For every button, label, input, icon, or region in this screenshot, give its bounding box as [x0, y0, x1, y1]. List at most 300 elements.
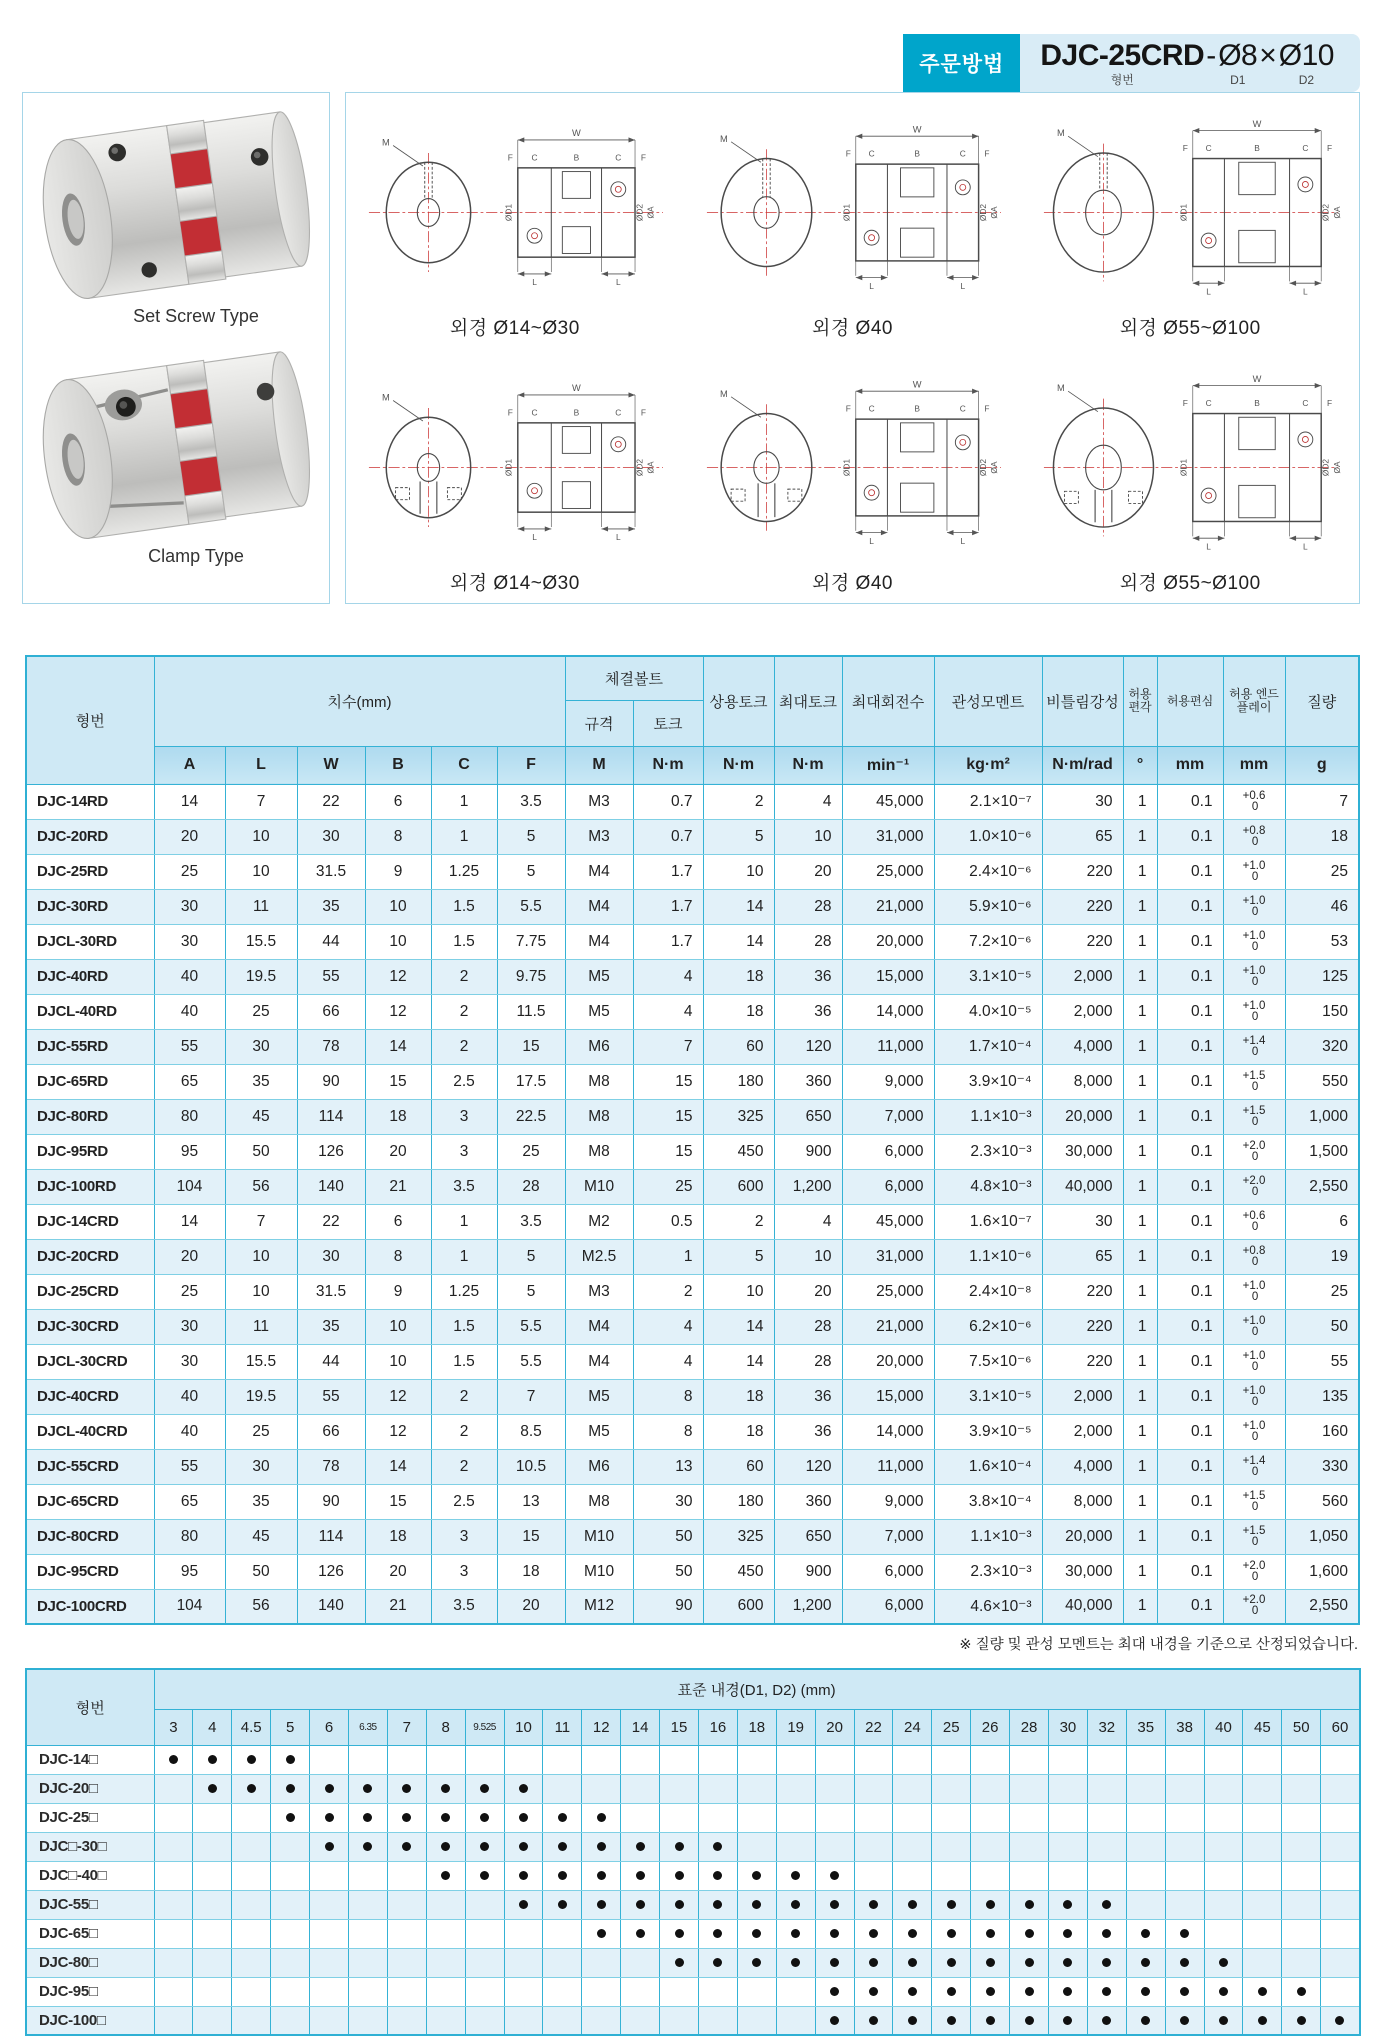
svg-text:W: W [1252, 373, 1262, 384]
spec-cell: 3 [431, 1134, 497, 1169]
bore-cell [1282, 1890, 1321, 1919]
spec-cell: 10 [365, 1344, 431, 1379]
header-angular: 허용편각 [1123, 656, 1157, 746]
header-model: 형번 [26, 656, 154, 784]
bore-cell [193, 1832, 232, 1861]
bore-cell [1321, 2006, 1360, 2035]
bore-cell [193, 2006, 232, 2035]
spec-cell: 650 [774, 1519, 842, 1554]
bore-cell [348, 2006, 387, 2035]
spec-cell: 1.5 [431, 924, 497, 959]
bore-cell [426, 1803, 465, 1832]
bore-cell [1204, 2006, 1243, 2035]
drawing-caption: 외경 Ø55~Ø100 [1119, 318, 1261, 339]
spec-cell: 0.1 [1157, 994, 1223, 1029]
mass-cell: 55 [1285, 1344, 1359, 1379]
spec-cell: 3.5 [497, 784, 565, 819]
bore-cell [1243, 1803, 1282, 1832]
spec-row [26, 1589, 1359, 1624]
bore-dot [830, 1958, 839, 1967]
bore-cell [193, 1745, 232, 1774]
bore-cell [1010, 1919, 1049, 1948]
mass-cell: 2,550 [1285, 1589, 1359, 1624]
bore-cell [815, 1803, 854, 1832]
drawing-cell [346, 348, 684, 603]
order-code-d1-label: D1 [1230, 72, 1246, 87]
spec-cell: 10 [365, 1309, 431, 1344]
svg-text:C: C [1302, 143, 1309, 154]
spec-cell: 95 [154, 1134, 225, 1169]
bore-cell [737, 1977, 776, 2006]
bore-cell [387, 1948, 426, 1977]
bore-cell [893, 1948, 932, 1977]
bore-cell [348, 1919, 387, 1948]
bore-dot [1063, 1900, 1072, 1909]
bore-cell [1126, 1832, 1165, 1861]
spec-cell: 0.1 [1157, 1029, 1223, 1064]
bore-cell [854, 1977, 893, 2006]
spec-cell: 3.9×10⁻⁴ [934, 1064, 1042, 1099]
spec-cell: 15 [633, 1064, 703, 1099]
spec-cell: 22 [297, 784, 365, 819]
bore-dot [1025, 1900, 1034, 1909]
bore-dot [869, 1958, 878, 1967]
bore-dot [947, 2016, 956, 2025]
spec-cell: 0.1 [1157, 1589, 1223, 1624]
bore-cell [582, 2006, 621, 2035]
bore-cell [1321, 1890, 1360, 1919]
spec-cell: 1 [1123, 1029, 1157, 1064]
spec-row [26, 1204, 1359, 1239]
bore-cell [660, 1948, 699, 1977]
svg-text:L: L [959, 535, 965, 546]
spec-cell: 104 [154, 1169, 225, 1204]
bore-cell [1321, 1977, 1360, 2006]
spec-cell: 12 [365, 1379, 431, 1414]
bore-cell [893, 2006, 932, 2035]
bore-model-cell: DJC-20□ [26, 1774, 154, 1803]
bore-cell [154, 1861, 193, 1890]
svg-text:F: F [1327, 398, 1333, 409]
bore-cell [971, 1861, 1010, 1890]
svg-text:ØD1: ØD1 [1178, 203, 1189, 222]
spec-cell: 30 [154, 1309, 225, 1344]
spec-row [26, 1099, 1359, 1134]
technical-drawing-panel [345, 92, 1360, 604]
bore-size-header: 20 [815, 1709, 854, 1745]
svg-text:F: F [507, 152, 513, 163]
clamp-coupling-photo [11, 341, 340, 544]
spec-cell: 30,000 [1042, 1554, 1123, 1589]
bore-size-header: 45 [1243, 1709, 1282, 1745]
bore-cell [582, 1803, 621, 1832]
bore-cell [660, 1861, 699, 1890]
model-cell: DJC-80CRD [26, 1519, 154, 1554]
bore-cell [893, 1919, 932, 1948]
svg-text:W: W [912, 124, 922, 135]
spec-cell: 1.0×10⁻⁶ [934, 819, 1042, 854]
model-cell: DJC-55RD [26, 1029, 154, 1064]
drawing-cell [684, 93, 1022, 348]
bore-cell [154, 1774, 193, 1803]
bore-cell [815, 1890, 854, 1919]
spec-cell: 0.7 [633, 784, 703, 819]
spec-cell: 19.5 [225, 1379, 297, 1414]
spec-cell: 6,000 [842, 1589, 934, 1624]
bore-dot [480, 1784, 489, 1793]
spec-cell: 1.5 [431, 1309, 497, 1344]
bore-cell [893, 1832, 932, 1861]
bore-cell [193, 1774, 232, 1803]
svg-text:W: W [912, 379, 922, 390]
model-cell: DJC-20RD [26, 819, 154, 854]
bore-cell [1126, 2006, 1165, 2035]
endplay-cell: +2.0 0 [1223, 1554, 1285, 1589]
spec-cell: 0.1 [1157, 1414, 1223, 1449]
bore-cell [932, 1774, 971, 1803]
bore-dot [869, 1929, 878, 1938]
bore-cell [1126, 1803, 1165, 1832]
bore-cell [543, 1745, 582, 1774]
spec-cell: 3 [431, 1099, 497, 1134]
spec-cell: M3 [565, 784, 633, 819]
bore-cell [504, 1774, 543, 1803]
bore-size-table [25, 1668, 1361, 2036]
spec-cell: 1 [1123, 1134, 1157, 1169]
spec-cell: 14 [703, 924, 774, 959]
svg-text:L: L [868, 280, 874, 291]
bore-cell [893, 1977, 932, 2006]
spec-cell: 1,200 [774, 1589, 842, 1624]
spec-cell: 45 [225, 1099, 297, 1134]
bore-cell [815, 1832, 854, 1861]
svg-text:F: F [1182, 143, 1189, 154]
bore-cell [1048, 1803, 1087, 1832]
bore-cell [1321, 1919, 1360, 1948]
unit-cell: A [154, 746, 225, 784]
spec-cell: 0.1 [1157, 1134, 1223, 1169]
svg-text:C: C [959, 403, 966, 414]
spec-cell: 30 [1042, 1204, 1123, 1239]
bore-dot [558, 1842, 567, 1851]
spec-cell: 5.5 [497, 1344, 565, 1379]
spec-cell: 14 [703, 1309, 774, 1344]
bore-cell [660, 2006, 699, 2035]
spec-cell: 19.5 [225, 959, 297, 994]
spec-cell: 4 [633, 1344, 703, 1379]
svg-text:C: C [1302, 398, 1309, 409]
bore-cell [504, 1890, 543, 1919]
spec-cell: 1.6×10⁻⁷ [934, 1204, 1042, 1239]
mass-cell: 135 [1285, 1379, 1359, 1414]
bore-cell [971, 1948, 1010, 1977]
svg-text:ØD1: ØD1 [840, 458, 851, 477]
bore-dot [325, 1842, 334, 1851]
spec-cell: 55 [154, 1449, 225, 1484]
spec-cell: 650 [774, 1099, 842, 1134]
spec-cell: 1 [1123, 1204, 1157, 1239]
bore-cell [582, 1890, 621, 1919]
spec-cell: M4 [565, 854, 633, 889]
spec-cell: 2 [633, 1274, 703, 1309]
spec-cell: 3 [431, 1554, 497, 1589]
bore-cell [1048, 1832, 1087, 1861]
spec-cell: 50 [225, 1554, 297, 1589]
bore-cell [815, 1861, 854, 1890]
bore-cell [426, 1774, 465, 1803]
bore-dot [986, 1900, 995, 1909]
svg-text:C: C [868, 148, 875, 159]
bore-dot [636, 1842, 645, 1851]
spec-cell: 80 [154, 1519, 225, 1554]
spec-cell: 0.1 [1157, 1239, 1223, 1274]
header-mass: 질량 [1285, 656, 1359, 746]
spec-cell: 60 [703, 1029, 774, 1064]
bore-cell [815, 1745, 854, 1774]
spec-cell: 1 [1123, 854, 1157, 889]
bore-cell [271, 1832, 310, 1861]
bore-dot [1141, 1929, 1150, 1938]
spec-cell: 15,000 [842, 959, 934, 994]
spec-cell: 20 [154, 1239, 225, 1274]
spec-cell: 5 [497, 1239, 565, 1274]
spec-cell: 14 [154, 784, 225, 819]
spec-cell: 50 [633, 1519, 703, 1554]
bore-cell [1010, 1890, 1049, 1919]
spec-cell: 50 [225, 1134, 297, 1169]
mass-cell: 7 [1285, 784, 1359, 819]
bore-cell [271, 1890, 310, 1919]
bore-cell [1087, 1977, 1126, 2006]
bore-size-header: 22 [854, 1709, 893, 1745]
spec-cell: 3.8×10⁻⁴ [934, 1484, 1042, 1519]
spec-cell: 450 [703, 1554, 774, 1589]
bore-cell [1282, 1948, 1321, 1977]
spec-cell: 35 [225, 1484, 297, 1519]
bore-cell [310, 1919, 349, 1948]
bore-cell [1087, 1803, 1126, 1832]
spec-cell: 40 [154, 994, 225, 1029]
spec-cell: 2.4×10⁻⁸ [934, 1274, 1042, 1309]
bore-row [26, 1745, 1360, 1774]
spec-cell: 30 [154, 1344, 225, 1379]
spec-cell: 12 [365, 959, 431, 994]
unit-cell: W [297, 746, 365, 784]
bore-cell [932, 1948, 971, 1977]
bore-cell [932, 1745, 971, 1774]
spec-cell: 55 [297, 959, 365, 994]
bore-dot [675, 1842, 684, 1851]
mass-cell: 53 [1285, 924, 1359, 959]
svg-text:B: B [573, 407, 580, 418]
endplay-cell: +1.0 0 [1223, 959, 1285, 994]
spec-cell: 35 [297, 889, 365, 924]
svg-text:ØD2: ØD2 [1320, 203, 1331, 222]
spec-cell: 0.1 [1157, 1204, 1223, 1239]
spec-cell: 20,000 [1042, 1519, 1123, 1554]
bore-dot [558, 1813, 567, 1822]
spec-cell: 18 [497, 1554, 565, 1589]
bore-cell [387, 1890, 426, 1919]
spec-cell: 8,000 [1042, 1064, 1123, 1099]
spec-cell: 28 [774, 889, 842, 924]
bore-cell [387, 1861, 426, 1890]
bore-dot [363, 1784, 372, 1793]
spec-cell: 3.5 [431, 1589, 497, 1624]
spec-cell: 28 [497, 1169, 565, 1204]
spec-cell: M6 [565, 1029, 633, 1064]
bore-size-header: 14 [621, 1709, 660, 1745]
spec-cell: 25 [154, 854, 225, 889]
bore-cell [1204, 1803, 1243, 1832]
bore-size-header: 6.35 [348, 1709, 387, 1745]
bore-cell [1165, 1745, 1204, 1774]
model-cell: DJCL-30RD [26, 924, 154, 959]
svg-text:L: L [615, 277, 621, 288]
bore-dot [1297, 1987, 1306, 1996]
unit-cell: min⁻¹ [842, 746, 934, 784]
spec-cell: 4 [633, 1309, 703, 1344]
bore-dot [1025, 2016, 1034, 2025]
bore-cell [1126, 1890, 1165, 1919]
bore-dot [830, 1871, 839, 1880]
bore-dot [519, 1813, 528, 1822]
bore-header-model: 형번 [26, 1669, 154, 1745]
bore-dot [947, 1987, 956, 1996]
bore-dot [1219, 1987, 1228, 1996]
bore-dot [830, 1987, 839, 1996]
bore-row [26, 1774, 1360, 1803]
spec-cell: 20,000 [1042, 1099, 1123, 1134]
bore-cell [660, 1919, 699, 1948]
spec-cell: 9.75 [497, 959, 565, 994]
bore-dot [597, 1842, 606, 1851]
bore-dot [1180, 1958, 1189, 1967]
bore-cell [1165, 1832, 1204, 1861]
bore-dot [713, 1958, 722, 1967]
spec-cell: 2,000 [1042, 994, 1123, 1029]
mass-cell: 25 [1285, 854, 1359, 889]
spec-cell: 5.5 [497, 889, 565, 924]
bore-cell [1243, 1745, 1282, 1774]
bore-cell [698, 1948, 737, 1977]
spec-cell: 44 [297, 1344, 365, 1379]
drawing-caption: 외경 Ø14~Ø30 [449, 573, 580, 594]
spec-cell: 2.1×10⁻⁷ [934, 784, 1042, 819]
spec-cell: 10 [774, 1239, 842, 1274]
bore-dot [1141, 2016, 1150, 2025]
spec-cell: 1 [1123, 1239, 1157, 1274]
mass-cell: 320 [1285, 1029, 1359, 1064]
spec-cell: 1.5 [431, 889, 497, 924]
endplay-cell: +1.0 0 [1223, 854, 1285, 889]
spec-cell: 1 [1123, 1484, 1157, 1519]
spec-cell: 9,000 [842, 1064, 934, 1099]
svg-text:L: L [959, 280, 965, 291]
spec-cell: 10 [365, 889, 431, 924]
bore-cell [154, 1919, 193, 1948]
spec-cell: M6 [565, 1449, 633, 1484]
spec-cell: 36 [774, 1379, 842, 1414]
bore-cell [154, 1948, 193, 1977]
bore-cell [1087, 1745, 1126, 1774]
bore-row [26, 1832, 1360, 1861]
bore-dot [402, 1842, 411, 1851]
bore-cell [582, 1948, 621, 1977]
bore-cell [426, 1919, 465, 1948]
spec-cell: 14 [154, 1204, 225, 1239]
bore-dot [947, 1958, 956, 1967]
bore-cell [621, 1890, 660, 1919]
bore-dot [869, 1987, 878, 1996]
bore-cell [971, 2006, 1010, 2035]
spec-cell: 4,000 [1042, 1449, 1123, 1484]
model-cell: DJC-95CRD [26, 1554, 154, 1589]
spec-cell: 1 [1123, 1274, 1157, 1309]
bore-dot [908, 1958, 917, 1967]
bore-header-title: 표준 내경(D1, D2) (mm) [154, 1669, 1360, 1709]
mass-cell: 550 [1285, 1064, 1359, 1099]
spec-cell: 21 [365, 1589, 431, 1624]
spec-cell: 0.1 [1157, 1379, 1223, 1414]
spec-cell: 25,000 [842, 854, 934, 889]
bore-cell [1010, 1861, 1049, 1890]
bore-cell [387, 1832, 426, 1861]
model-cell: DJC-20CRD [26, 1239, 154, 1274]
spec-cell: 15 [365, 1064, 431, 1099]
spec-row [26, 1519, 1359, 1554]
spec-row [26, 1484, 1359, 1519]
spec-cell: 5 [497, 819, 565, 854]
spec-cell: 12 [365, 1414, 431, 1449]
bore-cell [465, 1861, 504, 1890]
bore-cell [815, 2006, 854, 2035]
spec-cell: 20 [365, 1554, 431, 1589]
bore-cell [1165, 1890, 1204, 1919]
spec-row [26, 1169, 1359, 1204]
bore-dot [791, 1929, 800, 1938]
mass-cell: 150 [1285, 994, 1359, 1029]
drawing-cell [684, 348, 1022, 603]
bore-cell [271, 1977, 310, 2006]
bore-cell [465, 1774, 504, 1803]
bore-cell [1321, 1832, 1360, 1861]
bore-cell [1126, 1919, 1165, 1948]
mass-cell: 50 [1285, 1309, 1359, 1344]
bore-cell [154, 2006, 193, 2035]
bore-cell [348, 1774, 387, 1803]
endplay-cell: +1.0 0 [1223, 1344, 1285, 1379]
bore-cell [387, 1774, 426, 1803]
spec-cell: 0.1 [1157, 889, 1223, 924]
bore-dot [947, 1929, 956, 1938]
svg-text:F: F [640, 407, 646, 418]
spec-cell: 78 [297, 1449, 365, 1484]
spec-row [26, 1134, 1359, 1169]
spec-cell: 18 [365, 1099, 431, 1134]
spec-cell: 6,000 [842, 1554, 934, 1589]
spec-cell: 7 [225, 784, 297, 819]
spec-cell: 30 [154, 889, 225, 924]
unit-cell: g [1285, 746, 1359, 784]
bore-dot [713, 1900, 722, 1909]
svg-text:C: C [531, 407, 538, 418]
bore-dot [713, 1842, 722, 1851]
spec-cell: M5 [565, 1414, 633, 1449]
svg-text:ØD1: ØD1 [840, 203, 851, 222]
spec-cell: 1 [1123, 1309, 1157, 1344]
footnote: ※ 질량 및 관성 모멘트는 최대 내경을 기준으로 산정되었습니다. [959, 1637, 1358, 1653]
